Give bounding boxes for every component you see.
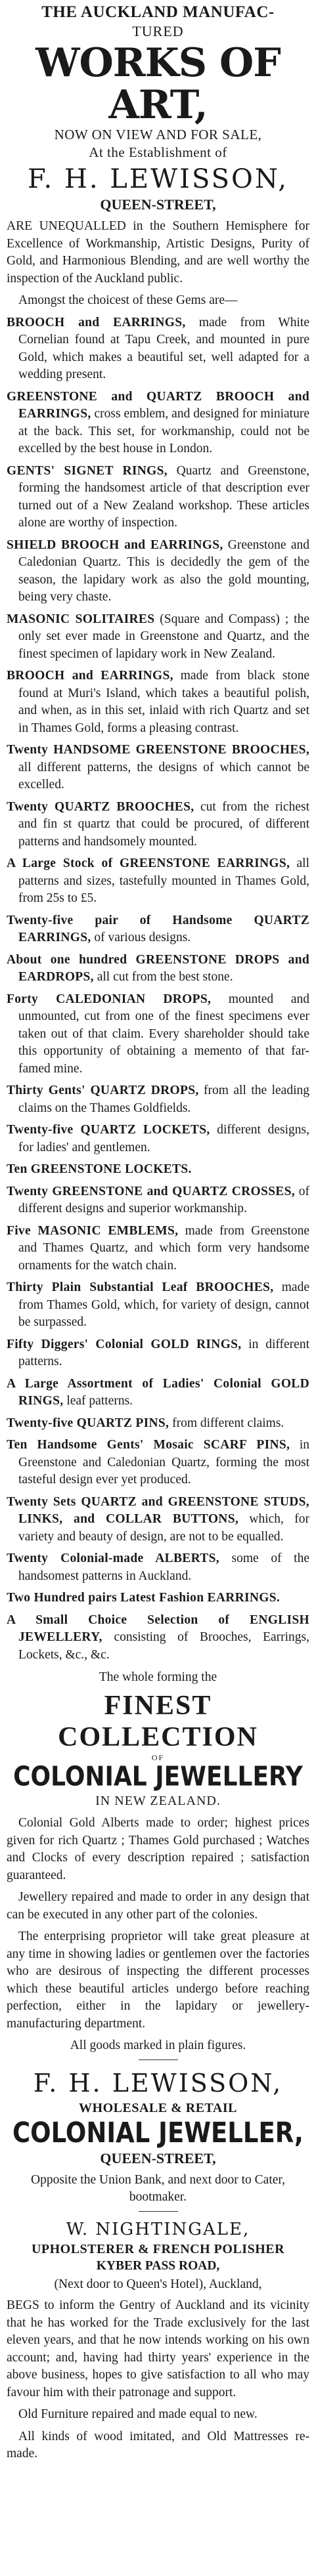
item-text: which, for variety and beauty of design, are not to be equalled.: [18, 1512, 309, 1544]
list-item: [7, 1415, 309, 1433]
list-item: [7, 912, 309, 947]
item-lead: Twenty Sets QUARTZ and GREENSTONE STUDS, LINKS, and COLLAR BUTTONS,: [7, 1494, 309, 1526]
wood-line: All kinds of wood imitated, and Old Mattresses re-made.: [7, 2429, 309, 2460]
item-text: from different claims.: [172, 1416, 284, 1430]
item-lead: GREENSTONE and QUARTZ BROOCH and EARRINGS,: [7, 389, 309, 421]
item-lead: Twenty Colonial-made ALBERTS,: [7, 1552, 219, 1565]
street-name: QUEEN-STREET,: [100, 2150, 216, 2166]
item-lead: Forty CALEDONIAN DROPS,: [7, 992, 212, 1006]
list-item: [7, 611, 309, 664]
item-lead: About one hundred GREENSTONE DROPS and EARDROPS,: [7, 952, 309, 984]
item-text: cut from the richest and fin st quartz that could be procured, of different patterns and handsomely mounted.: [18, 799, 309, 849]
item-text: (Square and Compass) ; the only set ever made in Greenstone and Quartz, and the finest specimen of lapidary work in New Zealand.: [18, 612, 309, 661]
item-lead: GENTS' SIGNET RINGS,: [7, 463, 168, 478]
item-lead: Twenty QUARTZ BROOCHES,: [7, 799, 194, 814]
trade-line: UPHOLSTERER & FRENCH POLISHER: [31, 2242, 285, 2256]
item-text: Greenstone and Caledonian Quartz. This is decidedly the gem of the season, the lapidary work as also the gold mounting, being very chaste.: [18, 538, 309, 604]
of-line: OF: [151, 1753, 165, 1762]
proprietor-name: F. H. LEWISSON,: [33, 2069, 283, 2098]
item-text: made from White Cornelian found at Tapu Creek, and mounted in pure Gold, which makes a beautiful set, well adapted for a wedding present.: [18, 315, 309, 381]
list-item: [7, 855, 309, 908]
list-item: [7, 952, 309, 986]
item-text: leaf patterns.: [66, 1394, 133, 1408]
establishment-line: At the Establishment of: [89, 144, 227, 160]
list-item: [7, 537, 309, 606]
advert-colonial-jeweller: [7, 2067, 309, 2206]
bottom-spacer: [7, 2468, 309, 2470]
address-line: KYBER PASS ROAD,: [96, 2259, 220, 2273]
list-item: [7, 991, 309, 1078]
list-item: [7, 1082, 309, 1117]
list-item: [7, 667, 309, 737]
list-item: [7, 1612, 309, 1664]
item-lead: BROOCH and EARRINGS,: [7, 669, 173, 683]
list-item: [7, 1336, 309, 1371]
upholsterer-name: W. NIGHTINGALE,: [66, 2220, 250, 2239]
list-item: [7, 799, 309, 851]
item-text: all cut from the best stone.: [97, 970, 233, 984]
body-paragraph: The enterprising proprietor will take great pleasure at any time in showing ladies or gentlemen over the factories who are desirous of inspecting the different processes which these beautiful articles undergo before reaching perfection, either in the lapidary or jewellery-manufacturing department.: [7, 1930, 309, 2031]
item-lead: MASONIC SOLITAIRES: [7, 612, 155, 626]
item-text: from all the leading claims on the Thames Goldfields.: [18, 1084, 309, 1115]
item-text: consisting of Brooches, Earrings, Lockets, &c., &c.: [18, 1630, 309, 1662]
item-lead: Thirty Gents' QUARTZ DROPS,: [7, 1084, 199, 1097]
plain-figures-line: All goods marked in plain figures.: [70, 2038, 246, 2052]
item-text: some of the handsomest patterns in Auckland.: [18, 1552, 310, 1583]
intro-paragraph: ARE UNEQUALLED in the Southern Hemisphere for Excellence of Workmanship, Artistic Designs, Purity of Gold, and Harmonious Blending, and are well worthy the inspection of the Auckland public.: [7, 219, 309, 285]
list-item: [7, 1590, 309, 1607]
list-item: [7, 1223, 309, 1275]
item-lead: Twenty-five QUARTZ LOCKETS,: [7, 1123, 210, 1137]
item-text: different designs, for ladies' and gentlemen.: [18, 1123, 309, 1154]
list-item: [7, 1494, 309, 1546]
item-lead: Ten GREENSTONE LOCKETS.: [7, 1162, 192, 1176]
in-new-zealand-line: IN NEW ZEALAND.: [95, 1794, 221, 1808]
list-item: [7, 1122, 309, 1156]
furniture-line: Old Furniture repaired and made equal to new.: [18, 2407, 258, 2421]
body-paragraph: Jewellery repaired and made to order in any design that can be executed in any other part of the colonies.: [7, 1890, 309, 1922]
item-text: cross emblem, and designed for miniature at the back. This set, for workmanship, could not be excelled by the best house in London.: [18, 407, 309, 455]
wholesale-line: WHOLESALE & RETAIL: [79, 2101, 237, 2115]
divider: [139, 2211, 178, 2212]
item-text: in Greenstone and Caledonian Quartz, forming the most tasteful design ever yet produced.: [18, 1438, 309, 1487]
item-lead: Two Hundred pairs Latest Fashion EARRINGS.: [7, 1591, 281, 1605]
list-item: [7, 1376, 309, 1410]
advert-title: WORKS OF ART,: [35, 40, 281, 128]
next-door-line: (Next door to Queen's Hotel), Auckland,: [54, 2277, 262, 2291]
whole-forming-line: The whole forming the: [99, 1670, 217, 1684]
item-text: made from black stone found at Muri's Island, which takes a beautiful polish, and when, as in this set, inlaid with rich Quartz and set in Thames Gold, forms a pleasing contrast.: [18, 669, 309, 735]
finest-collection-heading: FINEST COLLECTION: [58, 1691, 258, 1752]
advert-upholsterer: [7, 2218, 309, 2463]
list-item: [7, 1183, 309, 1218]
item-text: made from Thames Gold, which, for variety of design, cannot be surpassed.: [18, 1280, 309, 1329]
divider: [139, 2059, 178, 2060]
advert-works-of-art: [7, 3, 309, 2054]
upholsterer-paragraph: BEGS to inform the Gentry of Auckland and its vicinity that he has worked for the Trade exclusively for the last eleven years, and that he now intends working on his own account; and, having had thirty years' experience in the above business, hopes to give satisfaction to all who may favour him with their patronage and support.: [7, 2298, 309, 2399]
list-item: [7, 389, 309, 458]
colonial-jewellery-heading: COLONIAL JEWELLERY: [13, 1761, 303, 1792]
item-lead: A Small Choice Selection of ENGLISH JEWELLERY,: [7, 1613, 309, 1644]
advert-subtitle: NOW ON VIEW AND FOR SALE,: [54, 127, 262, 142]
list-item: [7, 314, 309, 384]
opposite-line: Opposite the Union Bank, and next door to Cater, bootmaker.: [31, 2173, 285, 2204]
item-lead: BROOCH and EARRINGS,: [7, 315, 186, 329]
item-lead: Twenty-five pair of Handsome QUARTZ EARRINGS,: [7, 913, 309, 944]
list-item: [7, 1550, 309, 1585]
item-text: of different designs and superior workmanship.: [18, 1184, 310, 1215]
header-line: THE AUCKLAND MANUFAC-: [41, 3, 275, 21]
list-item: [7, 742, 309, 794]
item-text: all patterns and sizes, tastefully mounted in Thames Gold, from 25s to £5.: [18, 856, 310, 905]
street-name: QUEEN-STREET,: [100, 196, 216, 213]
item-text: all different patterns, the designs of which cannot be excelled.: [18, 760, 309, 792]
list-item: [7, 463, 309, 532]
body-paragraph: Colonial Gold Alberts made to order; highest prices given for rich Quartz ; Thames Gold purchased ; Watches and Clocks of every description repaired ; satisfaction guaranteed.: [7, 1816, 309, 1882]
gems-intro: Amongst the choicest of these Gems are—: [18, 293, 238, 307]
item-lead: Twenty GREENSTONE and QUARTZ CROSSES,: [7, 1184, 295, 1198]
item-lead: A Large Assortment of Ladies' Colonial GOLD RINGS,: [7, 1376, 309, 1408]
list-item: [7, 1279, 309, 1332]
item-text: of various designs.: [94, 931, 191, 944]
item-lead: SHIELD BROOCH and EARRINGS,: [7, 538, 223, 552]
item-lead: Twenty HANDSOME GREENSTONE BROOCHES,: [7, 743, 309, 757]
item-text: mounted and unmounted, cut from one of the finest specimens ever taken out of that claim. Every shareholder should take this opportunity of obtaining a memento of that far-famed mine.: [18, 992, 309, 1076]
item-lead: Ten Handsome Gents' Mosaic SCARF PINS,: [7, 1438, 290, 1452]
colonial-jeweller-heading: COLONIAL JEWELLER,: [12, 2116, 304, 2149]
item-lead: A Large Stock of GREENSTONE EARRINGS,: [7, 856, 290, 870]
proprietor-name: F. H. LEWISSON,: [28, 164, 288, 194]
list-item: [7, 1161, 309, 1179]
item-lead: Twenty-five QUARTZ PINS,: [7, 1416, 169, 1430]
item-lead: Fifty Diggers' Colonial GOLD RINGS,: [7, 1337, 242, 1351]
item-text: Quartz and Greenstone, forming the handsomest article of that description ever turned out of a New Zealand workshop. These articles alone are worthy of inspection.: [18, 463, 309, 530]
item-text: in different patterns.: [18, 1337, 309, 1368]
list-item: [7, 1437, 309, 1489]
item-text: made from Greenstone and Thames Quartz, and which form very handsome ornaments for the watch chain.: [18, 1223, 310, 1273]
item-lead: Five MASONIC EMBLEMS,: [7, 1223, 179, 1238]
item-lead: Thirty Plain Substantial Leaf BROOCHES,: [7, 1280, 274, 1294]
item-list: [7, 314, 309, 1664]
header-line-tail: TURED: [132, 23, 184, 39]
